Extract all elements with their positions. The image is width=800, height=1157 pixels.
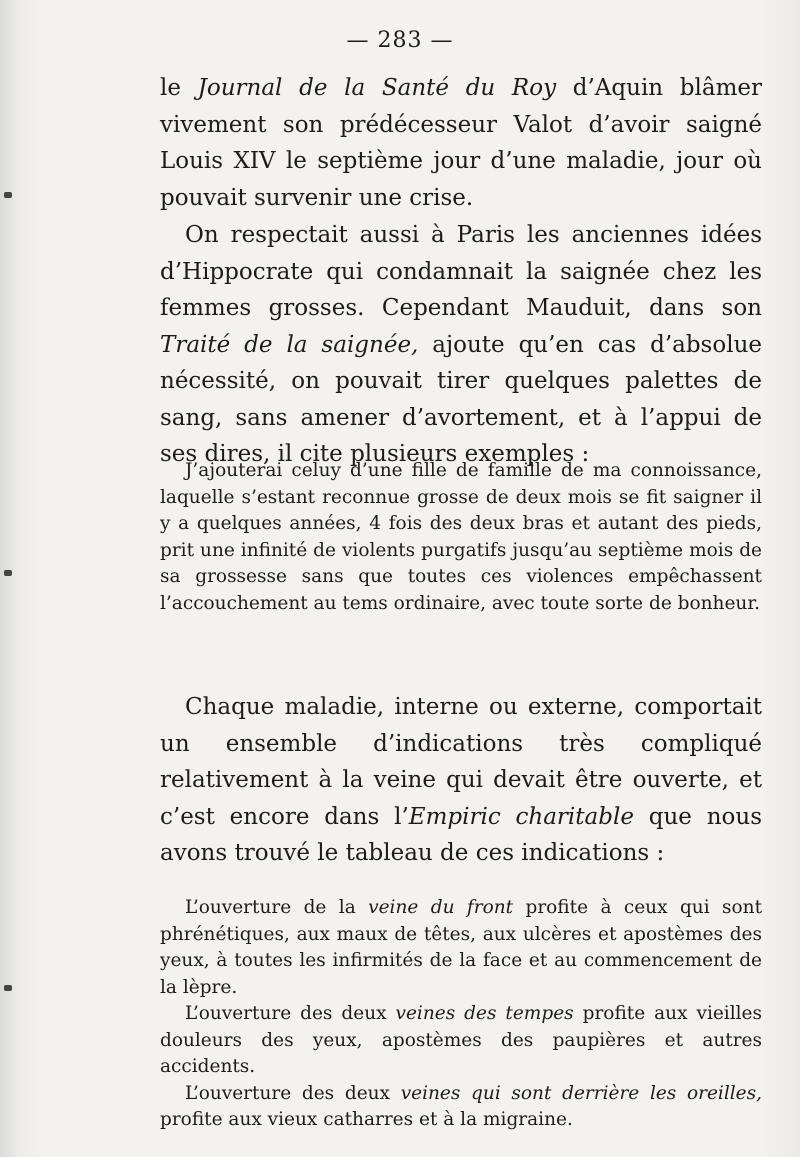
paragraph-2: On respectait aussi à Paris les anciennes idées d’Hippocrate qui condamnait la saignée chez les femmes grosses. Cependant Mauduit, dans son Traité de la saignée, ajoute qu’en cas d’absolue nécessité, on pouvait tirer quelques palettes de sang, sans amener d’avortement, et à l’appui de ses dires, il cite plusieurs exemples : [160, 222, 762, 467]
quote-entry-temples: L’ouverture des deux veines des tempes profite aux vieilles douleurs des yeux, apostèmes des paupières et autres accidents. [160, 1003, 762, 1077]
paragraph-3: Chaque maladie, interne ou externe, comportait un ensemble d’indications très compliqué relativement à la veine qui devait être ouverte, et c’est encore dans l’Empiric charitable que nous avons trouvé le tableau de ces indications : [160, 694, 763, 866]
binding-mark [4, 570, 12, 576]
paragraph-1: le Journal de la Santé du Roy d’Aquin blâmer vivement son prédécesseur Valot d’avoir saigné Louis XIV le septième jour d’une maladie, jour où pouvait survenir une crise. [160, 75, 763, 211]
page-number: — 283 — [346, 28, 454, 53]
binding-mark [4, 192, 12, 198]
quotation-2 [160, 895, 762, 1134]
quotation-1: J’ajouterai celuy d’une fille de famille de ma connoissance, laquelle s’estant reconnue grosse de deux mois se fit saigner il y a quelques années, 4 fois des deux bras et autant des pieds, prit une infinité de violents purgatifs jusqu’au septième mois de sa grossesse sans que toutes ces violences empêchassent l’accouchement au tems ordinaire, avec toute sorte de bonheur. [160, 460, 762, 614]
quote-entry-ears: L’ouverture des deux veines qui sont derrière les oreilles, profite aux vieux catharres et à la migraine. [160, 1082, 762, 1130]
binding-mark [4, 985, 12, 991]
quote-entry-front: L’ouverture de la veine du front profite à ceux qui sont phrénétiques, aux maux de têtes, aux ulcères et apostèmes des yeux, à toutes les infirmités de la face et au commencement de la lèpre. [160, 897, 763, 998]
